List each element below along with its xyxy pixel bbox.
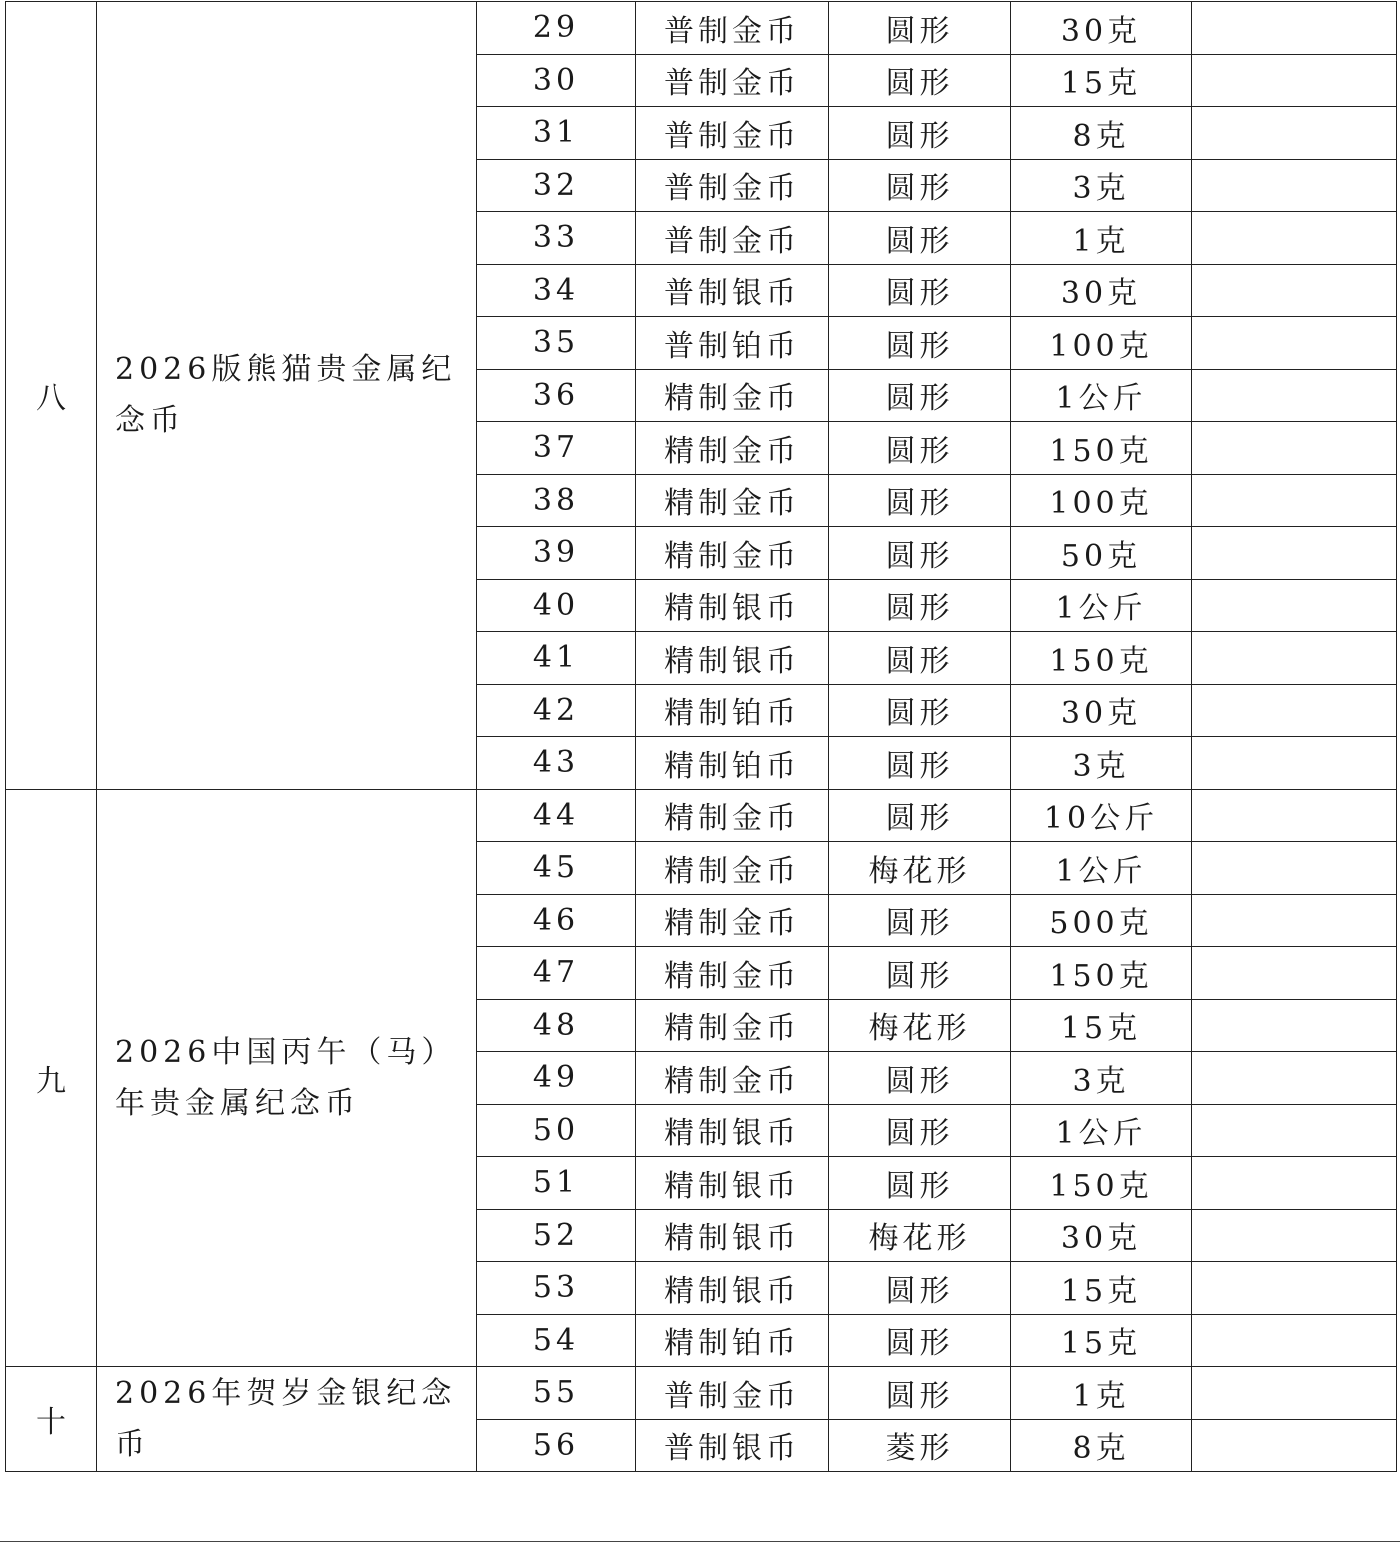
- group-index: 八: [6, 2, 97, 790]
- coin-note: [1192, 842, 1397, 895]
- coin-shape: 圆形: [829, 1157, 1011, 1210]
- coin-note: [1192, 264, 1397, 317]
- coin-spec: 1公斤: [1011, 1104, 1192, 1157]
- coin-note: [1192, 684, 1397, 737]
- coin-type: 精制金币: [636, 999, 829, 1052]
- coin-note: [1192, 789, 1397, 842]
- coin-shape: 圆形: [829, 527, 1011, 580]
- coin-type: 精制铂币: [636, 737, 829, 790]
- coin-spec: 150克: [1011, 422, 1192, 475]
- coin-note: [1192, 1419, 1397, 1472]
- coin-spec: 30克: [1011, 264, 1192, 317]
- group-index: 九: [6, 789, 97, 1367]
- coin-shape: 圆形: [829, 422, 1011, 475]
- coin-number: 41: [477, 632, 636, 685]
- coin-type: 精制铂币: [636, 1314, 829, 1367]
- coin-number: 30: [477, 54, 636, 107]
- coin-spec: 10公斤: [1011, 789, 1192, 842]
- coin-spec: 15克: [1011, 54, 1192, 107]
- coin-note: [1192, 1209, 1397, 1262]
- coin-note: [1192, 1314, 1397, 1367]
- coin-number: 50: [477, 1104, 636, 1157]
- coin-shape: 圆形: [829, 737, 1011, 790]
- coin-note: [1192, 1157, 1397, 1210]
- coin-spec: 15克: [1011, 1314, 1192, 1367]
- coin-spec: 8克: [1011, 1419, 1192, 1472]
- coin-type: 普制银币: [636, 264, 829, 317]
- coin-shape: 圆形: [829, 789, 1011, 842]
- coin-type: 精制金币: [636, 422, 829, 475]
- coin-spec: 1公斤: [1011, 842, 1192, 895]
- coin-note: [1192, 737, 1397, 790]
- coin-number: 29: [477, 2, 636, 55]
- coin-number: 44: [477, 789, 636, 842]
- page-bottom-rule: [0, 1541, 1400, 1542]
- group-name: 2026版熊猫贵金属纪念币: [97, 2, 477, 790]
- coin-number: 32: [477, 159, 636, 212]
- coin-note: [1192, 527, 1397, 580]
- coin-shape: 圆形: [829, 107, 1011, 160]
- coin-spec: 100克: [1011, 317, 1192, 370]
- coin-type: 普制金币: [636, 212, 829, 265]
- coin-spec: 3克: [1011, 1052, 1192, 1105]
- coin-number: 56: [477, 1419, 636, 1472]
- coin-note: [1192, 894, 1397, 947]
- coin-number: 42: [477, 684, 636, 737]
- coin-spec: 100克: [1011, 474, 1192, 527]
- coin-number: 48: [477, 999, 636, 1052]
- coin-shape: 圆形: [829, 369, 1011, 422]
- coin-type: 普制金币: [636, 2, 829, 55]
- coin-number: 55: [477, 1367, 636, 1420]
- table-row: [6, 1367, 1397, 1420]
- coin-number: 46: [477, 894, 636, 947]
- coin-spec: 1公斤: [1011, 579, 1192, 632]
- coin-number: 40: [477, 579, 636, 632]
- coin-shape: 圆形: [829, 1262, 1011, 1315]
- coin-type: 精制银币: [636, 1209, 829, 1262]
- coin-spec: 50克: [1011, 527, 1192, 580]
- coin-note: [1192, 159, 1397, 212]
- coin-number: 43: [477, 737, 636, 790]
- coin-list-table: [5, 1, 1397, 1472]
- coin-shape: 圆形: [829, 684, 1011, 737]
- coin-type: 精制金币: [636, 947, 829, 1000]
- coin-number: 35: [477, 317, 636, 370]
- coin-shape: 圆形: [829, 1314, 1011, 1367]
- coin-number: 31: [477, 107, 636, 160]
- table-body: [6, 2, 1397, 1472]
- coin-shape: 圆形: [829, 264, 1011, 317]
- coin-shape: 圆形: [829, 1052, 1011, 1105]
- coin-shape: 圆形: [829, 159, 1011, 212]
- coin-number: 36: [477, 369, 636, 422]
- coin-spec: 15克: [1011, 999, 1192, 1052]
- coin-note: [1192, 317, 1397, 370]
- coin-note: [1192, 212, 1397, 265]
- coin-type: 普制金币: [636, 54, 829, 107]
- coin-spec: 1公斤: [1011, 369, 1192, 422]
- group-index: 十: [6, 1367, 97, 1472]
- coin-number: 52: [477, 1209, 636, 1262]
- coin-number: 53: [477, 1262, 636, 1315]
- coin-type: 精制银币: [636, 1262, 829, 1315]
- coin-spec: 3克: [1011, 737, 1192, 790]
- coin-spec: 1克: [1011, 212, 1192, 265]
- coin-type: 精制铂币: [636, 684, 829, 737]
- coin-type: 精制银币: [636, 632, 829, 685]
- coin-spec: 150克: [1011, 947, 1192, 1000]
- coin-note: [1192, 474, 1397, 527]
- coin-type: 普制金币: [636, 1367, 829, 1420]
- coin-number: 37: [477, 422, 636, 475]
- coin-note: [1192, 632, 1397, 685]
- coin-shape: 菱形: [829, 1419, 1011, 1472]
- coin-number: 51: [477, 1157, 636, 1210]
- coin-note: [1192, 54, 1397, 107]
- coin-number: 39: [477, 527, 636, 580]
- coin-number: 38: [477, 474, 636, 527]
- coin-number: 54: [477, 1314, 636, 1367]
- coin-shape: 圆形: [829, 1104, 1011, 1157]
- coin-number: 49: [477, 1052, 636, 1105]
- coin-type: 普制金币: [636, 107, 829, 160]
- group-name: 2026中国丙午（马）年贵金属纪念币: [97, 789, 477, 1367]
- coin-spec: 1克: [1011, 1367, 1192, 1420]
- coin-type: 精制金币: [636, 474, 829, 527]
- coin-note: [1192, 1052, 1397, 1105]
- coin-type: 精制金币: [636, 527, 829, 580]
- coin-number: 47: [477, 947, 636, 1000]
- group-name: 2026年贺岁金银纪念币: [97, 1367, 477, 1472]
- coin-shape: 梅花形: [829, 999, 1011, 1052]
- coin-shape: 圆形: [829, 947, 1011, 1000]
- coin-note: [1192, 107, 1397, 160]
- coin-type: 精制银币: [636, 1104, 829, 1157]
- coin-shape: 梅花形: [829, 1209, 1011, 1262]
- coin-number: 34: [477, 264, 636, 317]
- coin-spec: 150克: [1011, 1157, 1192, 1210]
- coin-spec: 3克: [1011, 159, 1192, 212]
- coin-shape: 圆形: [829, 474, 1011, 527]
- coin-type: 精制金币: [636, 1052, 829, 1105]
- coin-spec: 30克: [1011, 2, 1192, 55]
- coin-type: 精制银币: [636, 579, 829, 632]
- coin-shape: 圆形: [829, 2, 1011, 55]
- coin-note: [1192, 369, 1397, 422]
- coin-shape: 圆形: [829, 54, 1011, 107]
- coin-shape: 圆形: [829, 579, 1011, 632]
- coin-shape: 圆形: [829, 894, 1011, 947]
- coin-note: [1192, 579, 1397, 632]
- coin-type: 普制银币: [636, 1419, 829, 1472]
- coin-spec: 30克: [1011, 684, 1192, 737]
- coin-note: [1192, 2, 1397, 55]
- coin-note: [1192, 1262, 1397, 1315]
- coin-note: [1192, 1367, 1397, 1420]
- coin-type: 精制金币: [636, 789, 829, 842]
- coin-spec: 150克: [1011, 632, 1192, 685]
- coin-note: [1192, 1104, 1397, 1157]
- coin-shape: 圆形: [829, 1367, 1011, 1420]
- coin-shape: 梅花形: [829, 842, 1011, 895]
- coin-shape: 圆形: [829, 212, 1011, 265]
- coin-type: 普制金币: [636, 159, 829, 212]
- coin-type: 精制金币: [636, 369, 829, 422]
- coin-shape: 圆形: [829, 632, 1011, 685]
- table-row: [6, 2, 1397, 55]
- coin-spec: 15克: [1011, 1262, 1192, 1315]
- coin-spec: 8克: [1011, 107, 1192, 160]
- table-row: [6, 789, 1397, 842]
- coin-number: 33: [477, 212, 636, 265]
- coin-spec: 30克: [1011, 1209, 1192, 1262]
- coin-number: 45: [477, 842, 636, 895]
- coin-type: 精制银币: [636, 1157, 829, 1210]
- coin-type: 精制金币: [636, 842, 829, 895]
- coin-type: 精制金币: [636, 894, 829, 947]
- coin-shape: 圆形: [829, 317, 1011, 370]
- coin-spec: 500克: [1011, 894, 1192, 947]
- coin-note: [1192, 947, 1397, 1000]
- coin-note: [1192, 422, 1397, 475]
- coin-note: [1192, 999, 1397, 1052]
- coin-type: 普制铂币: [636, 317, 829, 370]
